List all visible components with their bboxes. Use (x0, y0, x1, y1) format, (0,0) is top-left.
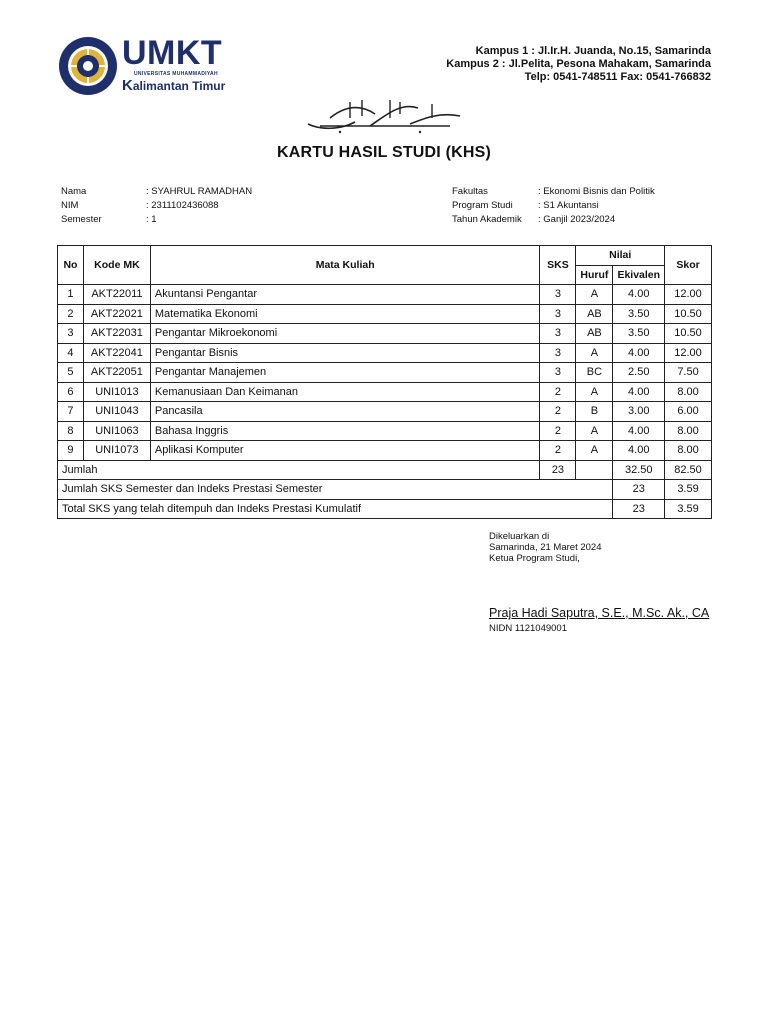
cell-huruf: A (576, 343, 613, 363)
issued-label: Dikeluarkan di (489, 531, 550, 542)
cumulative-summary-row (58, 499, 712, 519)
info-row-fakultas (452, 185, 655, 199)
cell-skor: 7.50 (665, 363, 712, 383)
cell-ekivalen: 4.00 (613, 421, 665, 441)
cell-kode: AKT22031 (83, 324, 150, 344)
cell-sks: 2 (540, 402, 576, 422)
cell-ekivalen: 4.00 (613, 382, 665, 402)
cell-skor: 8.00 (665, 382, 712, 402)
ipk-label: Total SKS yang telah ditempuh dan Indeks Prestasi Kumulatif (58, 499, 613, 519)
signer-name: Praja Hadi Saputra, S.E., M.Sc. Ak., CA (489, 606, 710, 620)
grade-rows (58, 285, 712, 519)
document-title: KARTU HASIL STUDI (KHS) (276, 144, 492, 161)
header-sks: SKS (540, 246, 576, 285)
student-info-left (61, 185, 252, 227)
cell-sks: 3 (540, 285, 576, 305)
table-row (58, 285, 712, 305)
cell-skor: 12.00 (665, 285, 712, 305)
header-no: No (58, 246, 84, 285)
cell-mata-kuliah: Bahasa Inggris (150, 421, 540, 441)
cell-skor: 8.00 (665, 441, 712, 461)
cell-sks: 3 (540, 324, 576, 344)
info-row-nim (61, 199, 252, 213)
cell-no: 8 (58, 421, 84, 441)
info-label: Tahun Akademik (452, 214, 522, 225)
cell-huruf: A (576, 421, 613, 441)
cell-sks: 2 (540, 382, 576, 402)
cell-ekivalen: 3.50 (613, 304, 665, 324)
info-value: : SYAHRUL RAMADHAN (146, 186, 253, 197)
cell-mata-kuliah: Kemanusiaan Dan Keimanan (150, 382, 540, 402)
cell-no: 5 (58, 363, 84, 383)
cell-sks: 3 (540, 304, 576, 324)
cell-no: 7 (58, 402, 84, 422)
info-value: : 1 (146, 214, 157, 225)
letterhead (0, 0, 768, 100)
info-value: : 2311102436088 (146, 200, 219, 211)
signer-position: Ketua Program Studi, (489, 553, 580, 564)
cell-kode: UNI1043 (83, 402, 150, 422)
signature-block (489, 531, 601, 564)
contact-line-1: Kampus 1 : Jl.Ir.H. Juanda, No.15, Samarinda (475, 45, 711, 57)
info-value: : Ekonomi Bisnis dan Politik (538, 186, 655, 197)
info-row-program-studi (452, 199, 655, 213)
info-label: Program Studi (452, 200, 513, 211)
cell-huruf: A (576, 441, 613, 461)
cell-kode: UNI1063 (83, 421, 150, 441)
university-seal-logo (58, 36, 118, 96)
cell-sks: 3 (540, 363, 576, 383)
brand-subtitle: UNIVERSITAS MUHAMMADIYAH (134, 71, 218, 77)
grades-table (57, 245, 712, 519)
jumlah-row (58, 460, 712, 480)
student-info-right (452, 185, 655, 227)
cell-skor: 6.00 (665, 402, 712, 422)
cell-sks: 3 (540, 343, 576, 363)
cell-sks: 2 (540, 441, 576, 461)
jumlah-skor: 82.50 (665, 460, 712, 480)
cell-ekivalen: 2.50 (613, 363, 665, 383)
table-row (58, 363, 712, 383)
cell-mata-kuliah: Pengantar Manajemen (150, 363, 540, 383)
brand-region-rest: alimantan Timur (132, 79, 226, 93)
campus-contact (446, 45, 711, 84)
brand-block (122, 36, 225, 94)
cell-kode: AKT22041 (83, 343, 150, 363)
info-label: Nama (61, 186, 87, 197)
cell-no: 9 (58, 441, 84, 461)
cell-skor: 10.50 (665, 304, 712, 324)
info-label: Fakultas (452, 186, 488, 197)
table-row (58, 441, 712, 461)
cell-ekivalen: 4.00 (613, 285, 665, 305)
table-row (58, 324, 712, 344)
table-row (58, 343, 712, 363)
table-row (58, 402, 712, 422)
cell-mata-kuliah: Aplikasi Komputer (150, 441, 540, 461)
cell-mata-kuliah: Pengantar Mikroekonomi (150, 324, 540, 344)
table-row (58, 421, 712, 441)
cell-no: 4 (58, 343, 84, 363)
semester-summary-row (58, 480, 712, 500)
table-row (58, 382, 712, 402)
jumlah-huruf-empty (576, 460, 613, 480)
info-row-semester (61, 213, 252, 227)
ipk-sks: 23 (613, 499, 665, 519)
table-row (58, 304, 712, 324)
brand-region-initial: K (122, 77, 133, 94)
cell-kode: UNI1073 (83, 441, 150, 461)
contact-line-3: Telp: 0541-748511 Fax: 0541-766832 (524, 71, 711, 83)
jumlah-ekivalen: 32.50 (613, 460, 665, 480)
info-value: : Ganjil 2023/2024 (538, 214, 616, 225)
cell-mata-kuliah: Matematika Ekonomi (150, 304, 540, 324)
info-label: NIM (61, 200, 79, 211)
ips-value: 3.59 (665, 480, 712, 500)
ipk-value: 3.59 (665, 499, 712, 519)
cell-huruf: A (576, 285, 613, 305)
cell-ekivalen: 4.00 (613, 441, 665, 461)
brand-region (122, 77, 225, 94)
cell-huruf: B (576, 402, 613, 422)
ips-label: Jumlah SKS Semester dan Indeks Prestasi Semester (58, 480, 613, 500)
cell-kode: AKT22051 (83, 363, 150, 383)
signer-nidn: NIDN 1121049001 (489, 623, 567, 634)
info-label: Semester (61, 214, 102, 225)
cell-kode: UNI1013 (83, 382, 150, 402)
cell-skor: 12.00 (665, 343, 712, 363)
basmala-calligraphy (300, 96, 470, 136)
info-row-tahun-akademik (452, 213, 655, 227)
cell-kode: AKT22011 (83, 285, 150, 305)
header-kode-mk: Kode MK (83, 246, 150, 285)
cell-kode: AKT22021 (83, 304, 150, 324)
info-value: : S1 Akuntansi (538, 200, 599, 211)
cell-huruf: AB (576, 324, 613, 344)
cell-mata-kuliah: Pancasila (150, 402, 540, 422)
cell-no: 1 (58, 285, 84, 305)
cell-skor: 8.00 (665, 421, 712, 441)
info-row-nama (61, 185, 252, 199)
header-nilai: Nilai (576, 246, 665, 266)
cell-skor: 10.50 (665, 324, 712, 344)
cell-no: 6 (58, 382, 84, 402)
brand-name: UMKT (122, 34, 223, 72)
header-skor: Skor (665, 246, 712, 285)
header-ekivalen: Ekivalen (613, 265, 665, 285)
cell-mata-kuliah: Akuntansi Pengantar (150, 285, 540, 305)
cell-ekivalen: 3.50 (613, 324, 665, 344)
cell-huruf: AB (576, 304, 613, 324)
header-huruf: Huruf (576, 265, 613, 285)
cell-mata-kuliah: Pengantar Bisnis (150, 343, 540, 363)
cell-huruf: BC (576, 363, 613, 383)
jumlah-sks: 23 (540, 460, 576, 480)
contact-line-2: Kampus 2 : Jl.Pelita, Pesona Mahakam, Samarinda (446, 58, 711, 70)
cell-sks: 2 (540, 421, 576, 441)
cell-no: 3 (58, 324, 84, 344)
cell-no: 2 (58, 304, 84, 324)
cell-ekivalen: 3.00 (613, 402, 665, 422)
header-mata-kuliah: Mata Kuliah (150, 246, 540, 285)
cell-ekivalen: 4.00 (613, 343, 665, 363)
ips-sks: 23 (613, 480, 665, 500)
issued-place-date: Samarinda, 21 Maret 2024 (489, 542, 602, 553)
jumlah-label: Jumlah (58, 460, 540, 480)
cell-huruf: A (576, 382, 613, 402)
